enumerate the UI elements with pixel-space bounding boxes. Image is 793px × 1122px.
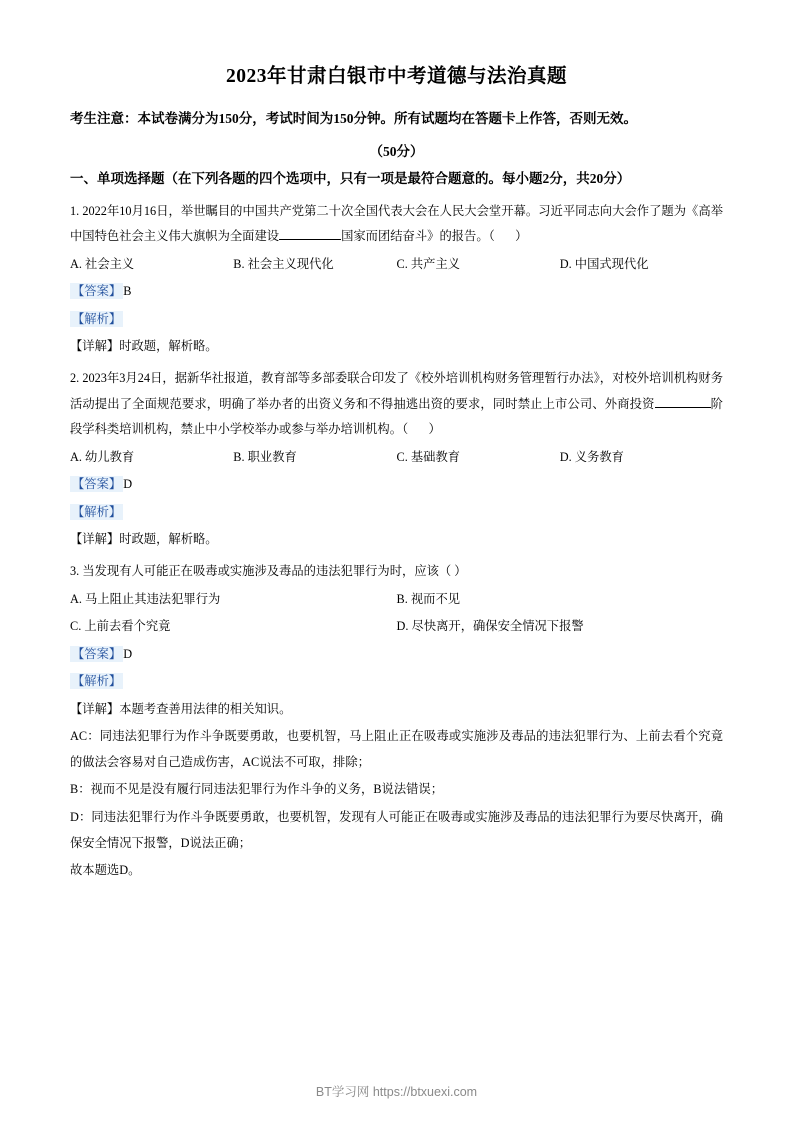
detail-line [70,697,723,723]
detail-explanation-ac: AC：同违法犯罪行为作斗争既要勇敢，也要机智，马上阻止正在吸毒或实施涉及毒品的违法犯罪行为、上前去看个究竟的做法会容易对自己造成伤害，AC说法不可取，排除； [70,729,723,769]
detail-explanation-d: D：同违法犯罪行为作斗争既要勇敢，也要机智，发现有人可能正在吸毒或实施涉及毒品的违法犯罪行为要尽快离开，确保安全情况下报警，D说法正确； [70,810,723,850]
detail-text: 时政题，解析略。 [119,532,218,547]
question-stem-part1: 2. 2023年3月24日，据新华社报道，教育部等多部委联合印发了《校外培训机构财务管理暂行办法》，对校外培训机构财务活动提出了全面规范要求，明确了举办者的出资义务和不得抽逃出资的要求，同时禁止上市公司、外商投资 [70,371,723,411]
detail-tag: 【详解】 [70,339,120,354]
question-stem-part3: ） [515,229,528,244]
detail-explanation-b: B：视而不见是没有履行同违法犯罪行为作斗争的义务，B说法错误； [70,782,444,797]
analysis-line [70,669,723,695]
option-c: C. 基础教育 [396,449,461,464]
analysis-tag: 【解析】 [72,311,122,326]
detail-text: 本题考查善用法律的相关知识。 [119,701,292,716]
question-block-3 [70,559,723,884]
option-b: B. 视而不见 [396,591,461,606]
option-d: D. 义务教育 [559,449,624,464]
question-block-2 [70,366,723,553]
detail-line [70,527,723,553]
option-c: C. 共产主义 [396,256,461,271]
options-row [70,587,723,613]
detail-conclusion: 故本题选D。 [70,863,141,878]
answer-value: D [123,646,133,661]
answer-line [70,642,723,668]
question-stem-part1: 1. 2022年10月16日，举世瞩目的中国共产党第二十次全国代表大会在人民大会堂开幕。习近平同志向大会作了题为《高举中国特色社会主义伟大旗帜为全面建设 [70,203,723,244]
question-stem-part2: 国家而团结奋斗》的报告。（ [341,229,495,244]
detail-line [70,334,723,360]
answer-tag: 【答案】 [72,284,122,299]
answer-value: B [123,284,132,299]
option-d: D. 中国式现代化 [559,256,649,271]
option-b: B. 职业教育 [233,449,297,464]
answer-tag: 【答案】 [72,646,122,661]
answer-line [70,472,723,498]
option-d: D. 尽快离开，确保安全情况下报警 [396,619,584,634]
score-line: （50分） [369,144,424,160]
question-stem-part2: 阶段学科类培训机构，禁止中小学校举办或参与举办培训机构。（ [70,396,723,437]
options-row [70,252,723,278]
question-stem [70,199,723,250]
analysis-tag: 【解析】 [72,504,122,519]
question-stem: 3. 当发现有人可能正在吸毒或实施涉及毒品的违法犯罪行为时，应该（ ） [70,563,467,578]
question-stem [70,366,723,443]
analysis-line [70,307,723,333]
question-stem-part3: ） [428,422,441,437]
answer-value: D [123,477,133,492]
option-a: A. 社会主义 [70,256,135,271]
options-row [70,445,723,471]
analysis-line [70,500,723,526]
fill-blank [655,407,711,408]
option-a: A. 幼儿教育 [70,449,135,464]
watermark: BT学习网 https://btxuexi.com [315,1085,478,1099]
answer-line [70,279,723,305]
detail-text: 时政题，解析略。 [119,339,218,354]
page-title: 2023年甘肃白银市中考道德与法治真题 [225,66,567,87]
analysis-tag: 【解析】 [72,674,122,689]
section-heading: 一、单项选择题（在下列各题的四个选项中，只有一项是最符合题意的。每小题2分，共20分） [70,171,631,187]
fill-blank [279,239,341,240]
detail-tag: 【详解】 [70,701,120,716]
option-a: A. 马上阻止其违法犯罪行为 [70,591,221,606]
question-block-1 [70,199,723,360]
option-c: C. 上前去看个究竟 [70,619,171,634]
detail-tag: 【详解】 [70,532,120,547]
options-row [70,614,723,640]
answer-tag: 【答案】 [72,477,122,492]
option-b: B. 社会主义现代化 [233,256,334,271]
exam-notice: 考生注意：本试卷满分为150分，考试时间为150分钟。所有试题均在答题卡上作答，否则无效。 [70,111,637,126]
